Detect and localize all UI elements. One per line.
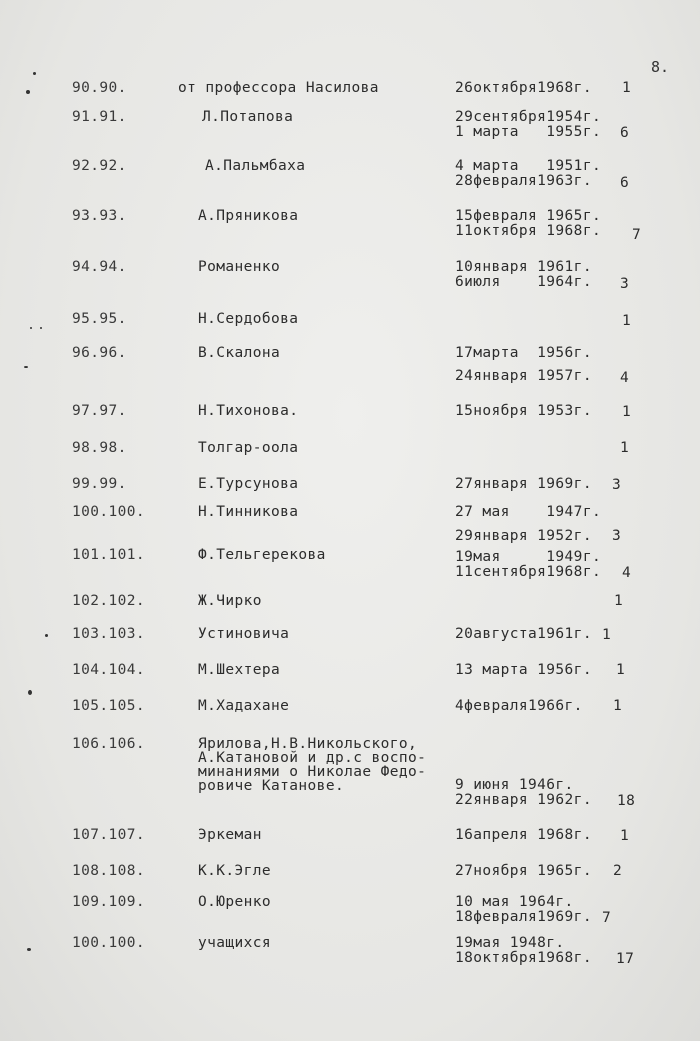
entry-count: 1 [614,593,624,609]
entry-name: А.Пальмбаха [205,158,306,174]
entry-name: А.Катановой и др.с воспо- [198,750,427,766]
entry-date: 15ноября 1953г. [455,403,592,419]
entry-count: 4 [620,370,630,386]
entry-name: В.Скалона [198,345,281,361]
entry-date: 13 марта 1956г. [455,662,592,678]
entry-name: Устиновича [198,626,290,642]
entry-count: 3 [620,276,630,292]
entry-date: 26октября1968г. [455,80,592,96]
page-number: 8. [651,58,670,76]
entry-count: 18 [617,793,636,809]
entry-name: Н.Тинникова [198,504,299,520]
entry-name: Ж.Чирко [198,593,262,609]
entry-count: 1 [602,627,612,643]
entry-count: 1 [620,828,630,844]
entry-count: 7 [632,227,642,243]
entry-name: от профессора Насилова [178,80,379,96]
entry-name: К.К.Эгле [198,863,272,879]
entry-date: 29сентября1954г. [455,109,602,125]
entry-count: 6 [620,125,630,141]
entry-number: 93.93. [72,208,127,224]
entry-number: 106.106. [72,736,146,752]
entry-date: 27января 1969г. [455,476,592,492]
entry-count: 1 [622,80,632,96]
entry-name: ровиче Катанове. [198,778,345,794]
entry-count: 3 [612,528,622,544]
entry-date: 16апреля 1968г. [455,827,592,843]
entry-date: 4февраля1966г. [455,698,583,714]
entry-count: 4 [622,565,632,581]
entry-date: 4 марта 1951г. [455,158,602,174]
entry-date: 20августа1961г. [455,626,592,642]
entry-date: 11сентября1968г. [455,564,602,580]
entry-name: Толгар-оола [198,440,299,456]
entry-name: Н.Сердобова [198,311,299,327]
entry-number: 101.101. [72,547,146,563]
entry-name: А.Пряникова [198,208,299,224]
entry-number: 100.100. [72,504,146,520]
entry-date: 29января 1952г. [455,528,592,544]
entry-date: 11октября 1968г. [455,223,602,239]
entry-count: 17 [616,951,635,967]
entry-number: 102.102. [72,593,146,609]
scan-speck [30,327,32,329]
scan-speck [24,366,28,368]
entry-date: 10 мая 1964г. [455,894,574,910]
entry-date: 28февраля1963г. [455,173,592,189]
entry-number: 103.103. [72,626,146,642]
scan-speck [28,690,32,695]
entry-number: 92.92. [72,158,127,174]
scan-speck [33,72,36,75]
entry-count: 1 [616,662,626,678]
entry-date: 27ноября 1965г. [455,863,592,879]
entry-date: 1 марта 1955г. [455,124,602,140]
entry-count: 1 [622,404,632,420]
entry-date: 27 мая 1947г. [455,504,602,520]
entry-number: 105.105. [72,698,146,714]
entry-count: 2 [613,863,623,879]
entry-count: 3 [612,477,622,493]
entry-name: М.Шехтера [198,662,281,678]
entry-date: 24января 1957г. [455,368,592,384]
entry-number: 107.107. [72,827,146,843]
entry-name: учащихся [198,935,272,951]
entry-count: 1 [622,313,632,329]
scan-speck [40,327,42,329]
entry-name: Эркеман [198,827,262,843]
scan-speck [26,90,30,94]
entry-count: 6 [620,175,630,191]
entry-number: 94.94. [72,259,127,275]
entry-number: 99.99. [72,476,127,492]
entry-name: минаниями о Николае Федо- [198,764,427,780]
entry-name: Е.Турсунова [198,476,299,492]
entry-date: 19мая 1949г. [455,549,602,565]
entry-name: Ярилова,Н.В.Никольского, [198,736,418,752]
entry-number: 98.98. [72,440,127,456]
entry-count: 1 [620,440,630,456]
entry-date: 10января 1961г. [455,259,592,275]
entry-date: 18февраля1969г. [455,909,592,925]
entry-date: 9 июня 1946г. [455,777,574,793]
entry-name: М.Хадахане [198,698,290,714]
entry-number: 96.96. [72,345,127,361]
entry-count: 1 [613,698,623,714]
scan-speck [27,948,31,951]
entry-number: 91.91. [72,109,127,125]
entry-name: Л.Потапова [202,109,294,125]
entry-number: 90.90. [72,80,127,96]
entry-date: 15февраля 1965г. [455,208,602,224]
scan-speck [45,634,48,637]
entry-date: 18октября1968г. [455,950,592,966]
entry-date: 22января 1962г. [455,792,592,808]
entry-name: О.Юренко [198,894,272,910]
entry-number: 104.104. [72,662,146,678]
entry-number: 109.109. [72,894,146,910]
entry-count: 7 [602,910,612,926]
entry-name: Романенко [198,259,281,275]
entry-number: 95.95. [72,311,127,327]
entry-name: Ф.Тельгерекова [198,547,326,563]
entry-date: 17марта 1956г. [455,345,592,361]
entry-date: 6июля 1964г. [455,274,592,290]
entry-name: Н.Тихонова. [198,403,299,419]
entry-number: 97.97. [72,403,127,419]
entry-date: 19мая 1948г. [455,935,565,951]
entry-number: 100.100. [72,935,146,951]
entry-number: 108.108. [72,863,146,879]
